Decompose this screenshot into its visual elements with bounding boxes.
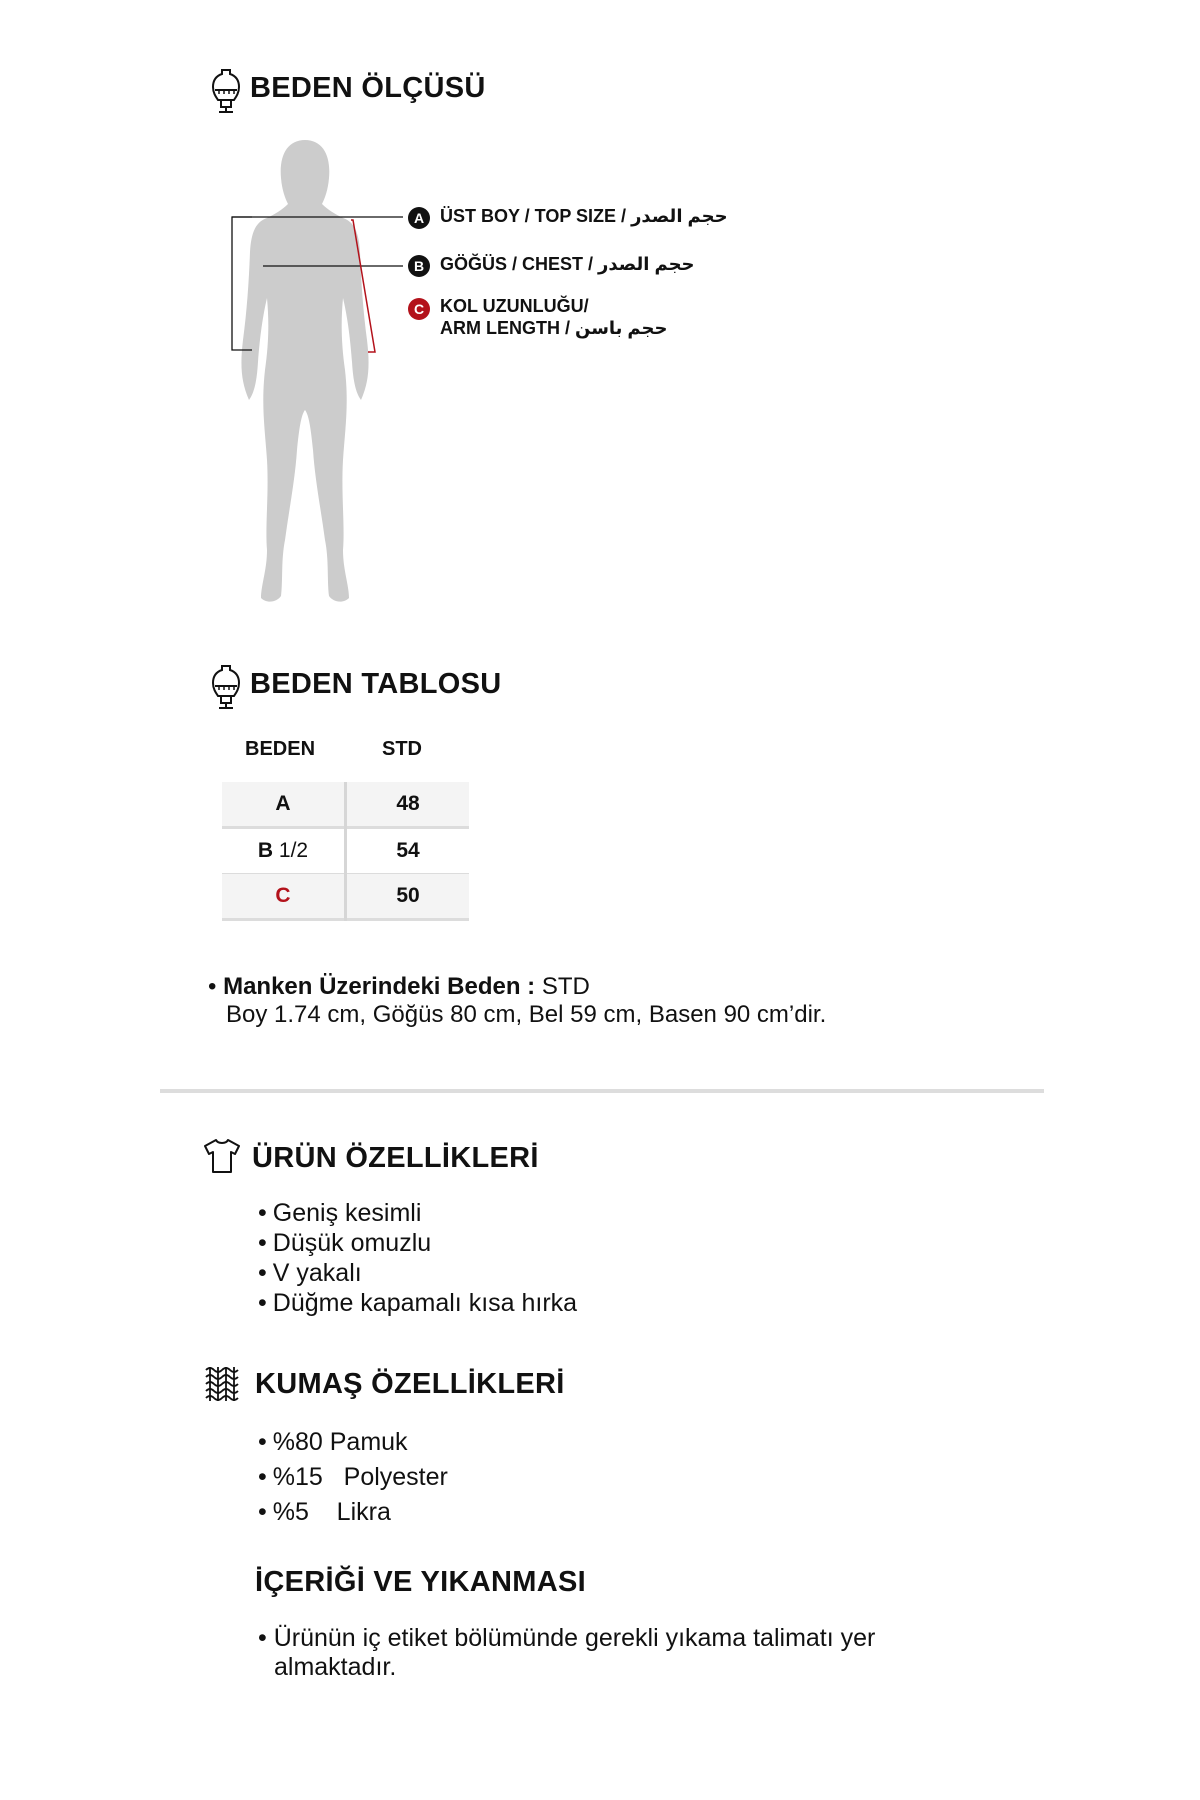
model-info-value: STD [541,973,590,1000]
bullet: • [258,1624,274,1652]
female-silhouette [241,140,368,602]
label-top-size: ÜST BOY / TOP SIZE / حجم الصدر [440,206,728,226]
care-line-1 [258,1624,875,1653]
label-arm-length-line1: KOL UZUNLUĞU/ [440,296,589,316]
mannequin-icon [210,68,242,119]
fabric-section-title: KUMAŞ ÖZELLİKLERİ [255,1368,565,1400]
model-info-details: Boy 1.74 cm, Göğüs 80 cm, Bel 59 cm, Basen 90 cm’dir. [226,1001,827,1028]
list-item: • Geniş kesimli [258,1198,577,1228]
table-column-divider [344,782,347,921]
table-header-beden: BEDEN [245,738,316,760]
table-header-std: STD [382,738,422,760]
model-info [208,973,590,1001]
care-text [258,1624,875,1682]
mannequin-icon [210,664,242,715]
list-item: • %15 Polyester [258,1460,448,1495]
list-item: • Düğme kapamalı kısa hırka [258,1288,577,1318]
table-row-c-value: 50 [347,874,469,921]
label-arm-length-line2: ARM LENGTH / حجم باسن [440,318,668,338]
list-item: • %80 Pamuk [258,1425,448,1460]
tshirt-icon [203,1138,241,1179]
measure-section-title: BEDEN ÖLÇÜSÜ [250,72,486,104]
product-section-title: ÜRÜN ÖZELLİKLERİ [252,1142,539,1174]
fabric-knit-icon [203,1365,241,1408]
marker-c: C [408,298,430,320]
care-line-2: almaktadır. [274,1653,397,1681]
table-row-b-size [222,829,344,876]
size-label: C [275,884,291,907]
bullet: • [208,973,224,1000]
table-section-title: BEDEN TABLOSU [250,668,502,700]
size-label: B [257,839,274,862]
section-divider [160,1089,1044,1093]
list-item: • Düşük omuzlu [258,1228,577,1258]
table-row-b-value: 54 [347,829,469,876]
product-features-list [258,1198,577,1318]
care-text-line-1: Ürünün iç etiket bölümünde gerekli yıkama talimatı yer [273,1624,876,1652]
model-info-label: Manken Üzerindeki Beden : [223,973,536,1000]
table-row-a-value: 48 [347,782,469,829]
list-item: • %5 Likra [258,1495,448,1530]
size-label: A [275,792,291,815]
marker-b: B [408,255,430,277]
list-item: • V yakalı [258,1258,577,1288]
table-row-c-size [222,874,344,921]
care-section-title: İÇERİĞİ VE YIKANMASI [255,1566,586,1598]
body-silhouette-diagram [225,130,405,610]
label-chest: GÖĞÜS / CHEST / حجم الصدر [440,254,695,274]
table-row-a-size [222,782,344,829]
fabric-features-list [258,1425,448,1530]
size-suffix: 1/2 [278,839,309,862]
marker-a: A [408,207,430,229]
